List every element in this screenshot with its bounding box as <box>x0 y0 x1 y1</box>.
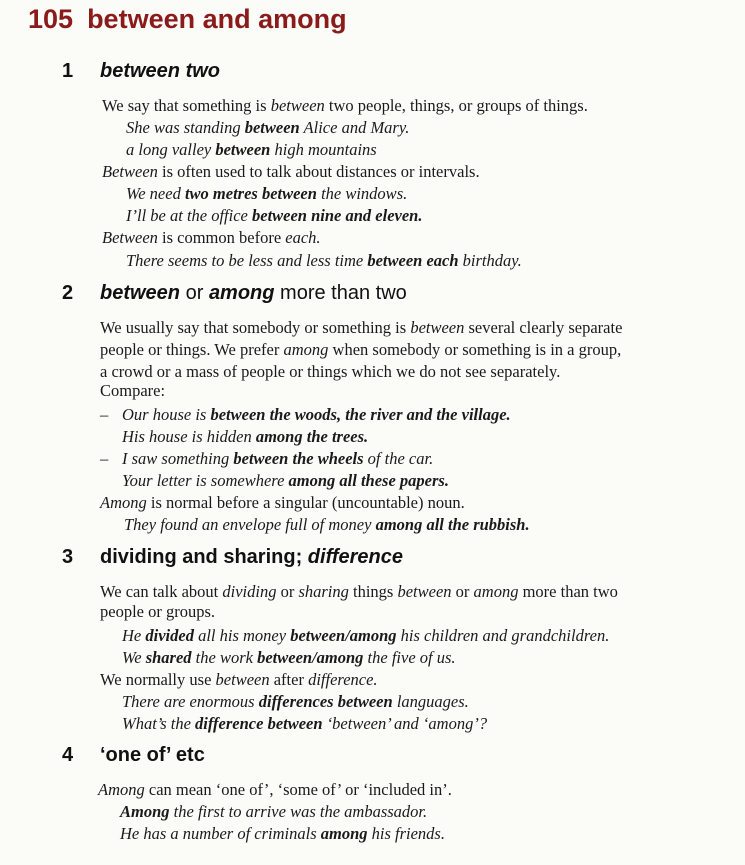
section-3-heading <box>62 546 403 569</box>
example-line: There seems to be less and less time between each birthday. <box>126 251 522 270</box>
text-line: Among is normal before a singular (uncountable) noun. <box>100 493 465 512</box>
example-line: What’s the difference between ‘between’ and ‘among’? <box>122 714 488 733</box>
unit-number: 105 <box>28 4 74 34</box>
text-line: We usually say that somebody or something is between several clearly separate <box>100 318 623 337</box>
example-line: a long valley between high mountains <box>126 140 377 159</box>
text-line: Compare: <box>100 381 166 400</box>
example-line: – I saw something between the wheels of the car. <box>100 449 434 468</box>
section-title: between two <box>100 60 221 82</box>
section-number: 1 <box>62 60 74 82</box>
example-line: We shared the work between/among the five of us. <box>122 648 456 667</box>
example-line: He divided all his money between/among his children and grandchildren. <box>122 626 610 645</box>
text-line: We can talk about dividing or sharing things between or among more than two <box>100 582 618 601</box>
text-line: Among can mean ‘one of’, ‘some of’ or ‘included in’. <box>98 780 452 799</box>
unit-heading <box>28 4 347 35</box>
section-2-heading <box>62 282 407 305</box>
example-line: I’ll be at the office between nine and eleven. <box>126 206 423 225</box>
section-number: 4 <box>62 744 74 766</box>
example-line: Your letter is somewhere among all these papers. <box>122 471 449 490</box>
example-line: – Our house is between the woods, the river and the village. <box>100 405 511 424</box>
section-title: dividing and sharing; difference <box>100 546 404 568</box>
unit-title: between and among <box>87 4 347 34</box>
text-line: Between is often used to talk about distances or intervals. <box>102 162 480 181</box>
section-number: 2 <box>62 282 74 304</box>
section-4-heading <box>62 744 205 767</box>
text-line: We normally use between after difference. <box>100 670 378 689</box>
example-line: She was standing between Alice and Mary. <box>126 118 410 137</box>
text-line: people or things. We prefer among when somebody or something is in a group, <box>100 340 622 359</box>
text-line: Between is common before each. <box>102 228 321 247</box>
example-line: His house is hidden among the trees. <box>122 427 369 446</box>
text-line: We say that something is between two people, things, or groups of things. <box>102 96 588 115</box>
section-number: 3 <box>62 546 74 568</box>
section-1-heading <box>62 60 220 83</box>
text-line: people or groups. <box>100 602 216 621</box>
section-title: ‘one of’ etc <box>100 744 205 766</box>
text-line: a crowd or a mass of people or things which we do not see separately. <box>100 362 561 381</box>
example-line: There are enormous differences between languages. <box>122 692 469 711</box>
section-title: between or among more than two <box>100 282 407 304</box>
example-line: They found an envelope full of money among all the rubbish. <box>124 515 530 534</box>
example-line: He has a number of criminals among his friends. <box>120 824 445 843</box>
example-line: Among the first to arrive was the ambassador. <box>120 802 428 821</box>
example-line: We need two metres between the windows. <box>126 184 408 203</box>
